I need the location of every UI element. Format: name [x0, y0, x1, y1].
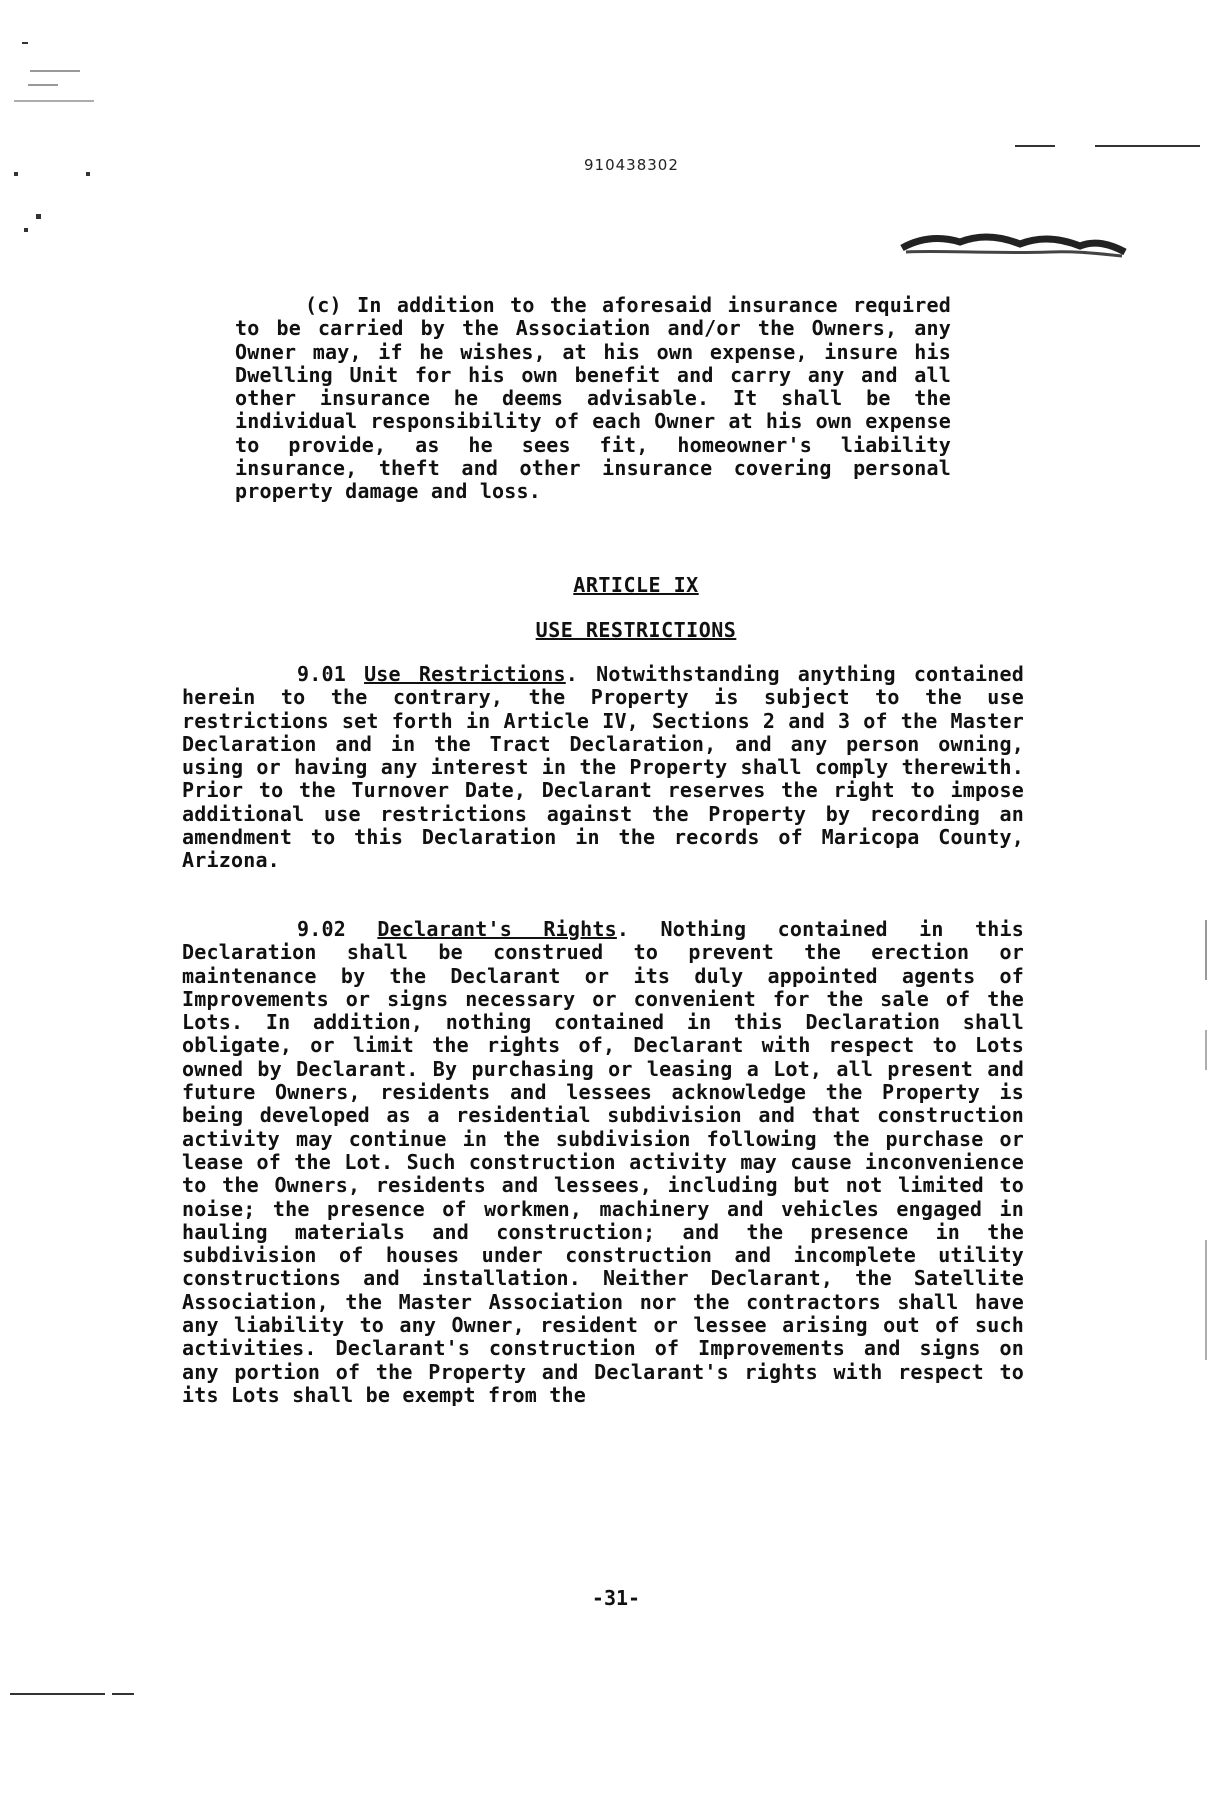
scan-mark [1205, 1030, 1207, 1070]
paragraph-label: (c) [305, 293, 342, 317]
section-heading: Use Restrictions [364, 662, 566, 686]
recording-stamp [900, 230, 1130, 260]
section-text: . Notwithstanding anything contained herein to the contrary, the Property is subject to the use restrictions set forth in Article IV, Sections 2 and 3 of the Master Declaration and in the Tract Declaration, and any person owning, using or having any interest in the Property shall comply therewith. Prior to the Turnover Date, Declarant reserves the right to impose additional use restrictions against the Property by recording an amendment to this Declaration in the records of Maricopa County, Arizona. [182, 662, 1024, 873]
scan-mark [1095, 145, 1200, 147]
paragraph-insurance [235, 294, 951, 504]
section-number: 9.02 [297, 917, 346, 941]
scan-mark [86, 172, 90, 176]
scan-mark [24, 228, 28, 232]
scan-mark [30, 70, 80, 72]
scan-mark [36, 214, 41, 219]
section-9-02 [182, 918, 1024, 1407]
scan-mark [112, 1693, 134, 1695]
section-9-01 [182, 663, 1024, 873]
page-number: -31- [591, 1586, 641, 1610]
scan-mark [14, 172, 18, 176]
article-subtitle: USE RESTRICTIONS [535, 618, 737, 642]
document-number: 910438302 [584, 156, 679, 174]
section-heading: Declarant's Rights [377, 917, 617, 941]
scan-mark [28, 84, 58, 86]
scan-mark [1015, 145, 1055, 147]
article-title: ARTICLE IX [573, 573, 699, 597]
scan-mark [1205, 920, 1207, 980]
section-number: 9.01 [297, 662, 346, 686]
scan-mark [14, 100, 94, 102]
scan-mark [1205, 1240, 1207, 1360]
scan-mark [10, 1693, 105, 1695]
scan-mark [22, 42, 28, 44]
paragraph-text: In addition to the aforesaid insurance required to be carried by the Association and/or the Owners, any Owner may, if he wishes, at his own expense, insure his Dwelling Unit for his own benefit and carry any and all other insurance he deems advisable. It shall be the individual responsibility of each Owner at his own expense to provide, as he sees fit, homeowner's liability insurance, theft and other insurance covering personal property damage and loss. [235, 293, 951, 504]
section-text: . Nothing contained in this Declaration shall be construed to prevent the erection or maintenance by the Declarant or its duly appointed agents of Improvements or signs necessary or convenient for the sale of the Lots. In addition, nothing contained in this Declaration shall obligate, or limit the rights of, Declarant with respect to Lots owned by Declarant. By purchasing or leasing a Lot, all present and future Owners, residents and lessees acknowledge the Property is being developed as a residential subdivision and that construction activity may continue in the subdivision following the purchase or lease of the Lot. Such construction activity may cause inconvenience to the Owners, residents and lessees, including but not limited to noise; the presence of workmen, machinery and vehicles engaged in hauling materials and construction; and the presence in the subdivision of houses under construction and incomplete utility constructions and installation. Neither Declarant, the Satellite Association, the Master Association nor the contractors shall have any liability to any Owner, resident or lessee arising out of such activities. Declarant's construction of Improvements and signs on any portion of the Property and Declarant's rights with respect to its Lots shall be exempt from the [182, 917, 1024, 1407]
